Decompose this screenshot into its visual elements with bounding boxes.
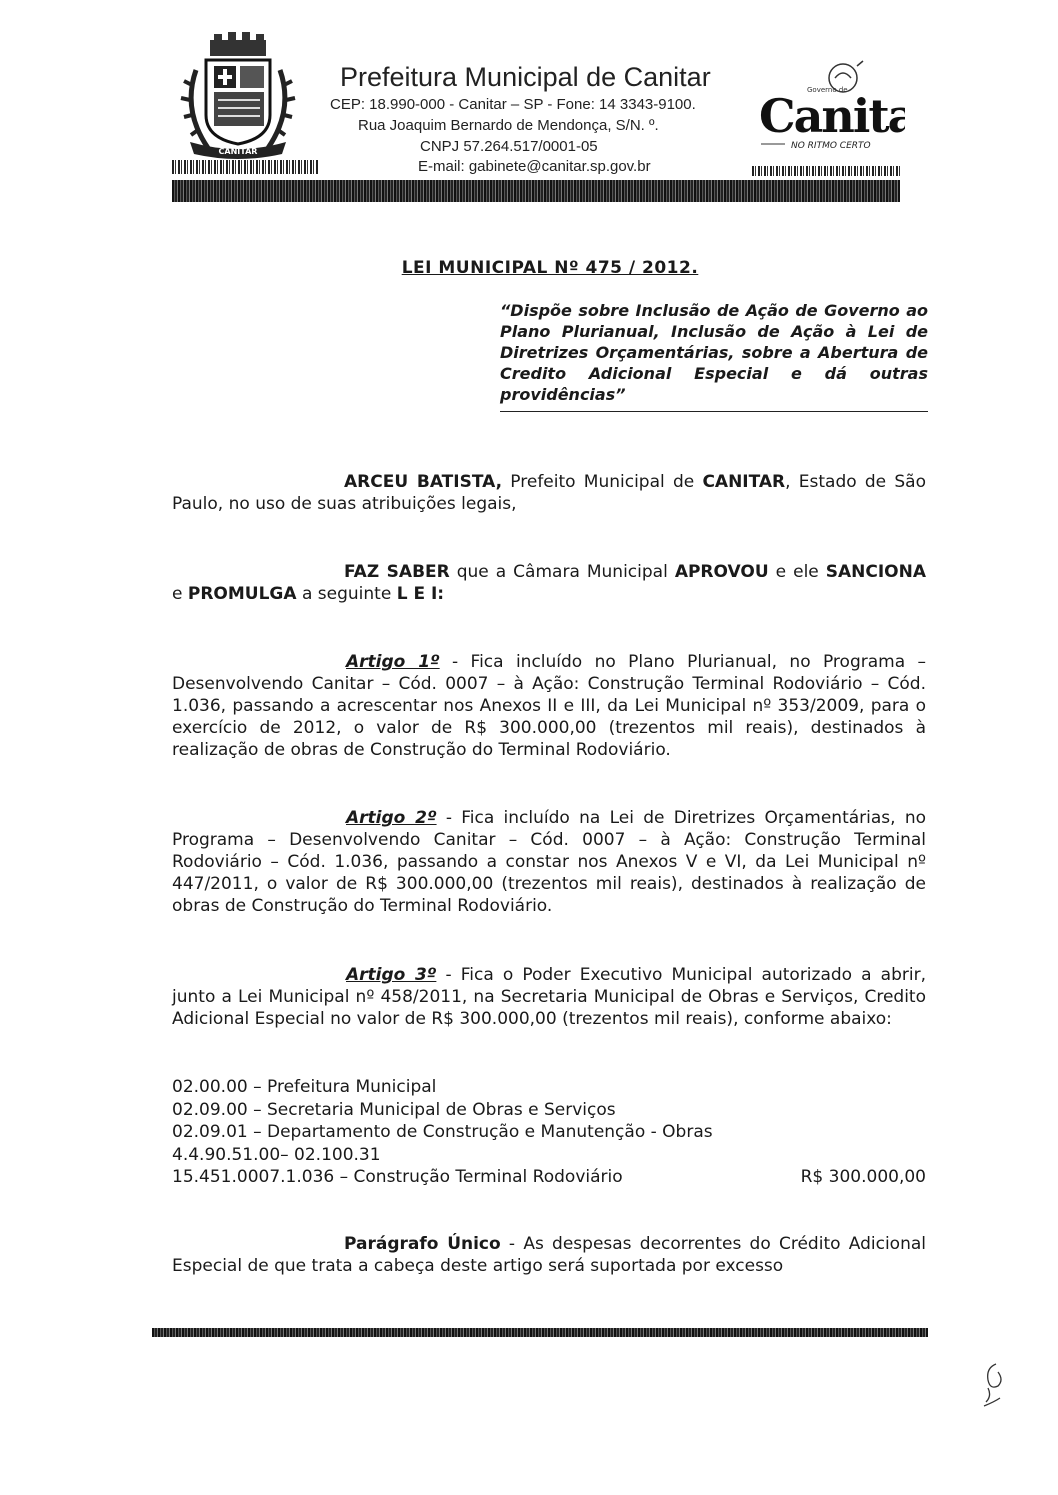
intro-text-1: Prefeito Municipal de xyxy=(502,472,703,492)
budget-line: 4.4.90.51.00– 02.100.31 xyxy=(172,1144,381,1165)
lei-label: L E I: xyxy=(396,584,445,604)
header-barcode-left xyxy=(172,160,318,174)
header-address-line: CEP: 18.990-000 - Canitar – SP - Fone: 14 3343-9100. xyxy=(330,96,696,113)
budget-line: 02.00.00 – Prefeitura Municipal xyxy=(172,1077,437,1097)
header-cnpj-line: CNPJ 57.264.517/0001-05 xyxy=(420,138,598,155)
budget-list xyxy=(172,1076,932,1189)
header-title: Prefeitura Municipal de Canitar xyxy=(340,62,711,92)
logo-top-text: Governo de xyxy=(807,86,848,94)
header-street-line: Rua Joaquim Bernardo de Mendonça, S/N. º. xyxy=(358,117,659,134)
law-ementa: “Dispõe sobre Inclusão de Ação de Governo ao Plano Plurianual, Inclusão de Ação à Lei de Diretrizes Orçamentárias, sobre a Abertura de Credito Adicional Especial e dá outras providências” xyxy=(500,300,928,412)
decree-paragraph xyxy=(172,561,926,605)
canitar-logo xyxy=(755,60,905,155)
artigo-3-text: - Fica o Poder Executivo Municipal autorizado a abrir, junto a Lei Municipal nº 458/2011, na Secretaria Municipal de Obras e Serviços, Credito Adicional Especial no valor de R$ 300.000,00 (trezentos mil reais), conforme abaixo: xyxy=(172,965,926,1029)
coat-of-arms xyxy=(178,30,298,160)
coat-of-arms-ribbon-text: CANITAR xyxy=(218,147,258,156)
paragrafo-unico-label: Parágrafo Único xyxy=(344,1234,501,1254)
decree-text-4: a seguinte xyxy=(296,584,397,604)
artigo-2-text: - Fica incluído na Lei de Diretrizes Orçamentárias, no Programa – Desenvolvendo Canitar – Cód. 0007 – à Ação: Construção Terminal Rodoviário – Cód. 1.036, passando a constar nos Anexos V e VI, da Lei Municipal nº 447/2011, o valor de R$ 300.000,00 (trezentos mil reais), destinados à realização de obras de Construção do Terminal Rodoviário. xyxy=(172,808,926,916)
artigo-1-text: - Fica incluído no Plano Plurianual, no Programa – Desenvolvendo Canitar – Cód. 0007 – à Ação: Construção Terminal Rodoviário – Cód. 1.036, passando a acrescentar nos Anexos II e III, da Lei Municipal nº 353/2009, para o exercício de 2012, o valor de R$ 300.000,00 (trezentos mil reais), destinados à realização de obras de Construção do Terminal Rodoviário. xyxy=(172,652,926,760)
artigo-2 xyxy=(172,807,926,917)
artigo-1 xyxy=(172,651,926,761)
logo-slogan-text: NO RITMO CERTO xyxy=(791,141,871,151)
header-email-line: E-mail: gabinete@canitar.sp.gov.br xyxy=(418,158,651,175)
paragrafo-unico-text: - As despesas decorrentes do Crédito Adicional Especial de que trata a cabeça deste artigo será suportada por excesso xyxy=(172,1234,926,1276)
artigo-3 xyxy=(172,964,926,1030)
intro-paragraph xyxy=(172,471,926,515)
handwritten-initials xyxy=(978,1358,1008,1418)
city-name: CANITAR xyxy=(702,472,786,492)
intro-text-2: , Estado de São Paulo, no uso de suas atribuições legais, xyxy=(172,472,926,514)
paragrafo-unico xyxy=(172,1233,926,1277)
mayor-name: ARCEU BATISTA, xyxy=(344,472,503,492)
budget-line: 02.09.00 – Secretaria Municipal de Obras e Serviços xyxy=(172,1099,616,1120)
budget-amount: R$ 300.000,00 xyxy=(800,1167,926,1187)
artigo-1-label: Artigo 1º xyxy=(346,652,440,672)
budget-line: 15.451.0007.1.036 – Construção Terminal Rodoviário xyxy=(172,1167,623,1187)
header-rule xyxy=(172,180,900,202)
budget-line-with-amount xyxy=(172,1166,932,1189)
budget-line: 02.09.01 – Departamento de Construção e Manutenção - Obras xyxy=(172,1122,713,1142)
decree-text-3: e xyxy=(172,584,188,604)
sanciona: SANCIONA xyxy=(825,562,927,582)
decree-text-2: e ele xyxy=(768,562,826,582)
law-title: LEI MUNICIPAL Nº 475 / 2012. xyxy=(401,258,699,278)
promulga: PROMULGA xyxy=(187,584,297,604)
decree-text-1: que a Câmara Municipal xyxy=(449,562,675,582)
aprovou: APROVOU xyxy=(674,562,769,582)
logo-brand-text: Canita xyxy=(759,89,905,143)
artigo-2-label: Artigo 2º xyxy=(346,808,437,828)
faz-saber: FAZ SABER xyxy=(344,562,450,582)
header-barcode-right xyxy=(752,166,900,176)
footer-rule xyxy=(152,1328,928,1337)
artigo-3-label: Artigo 3º xyxy=(346,965,437,985)
